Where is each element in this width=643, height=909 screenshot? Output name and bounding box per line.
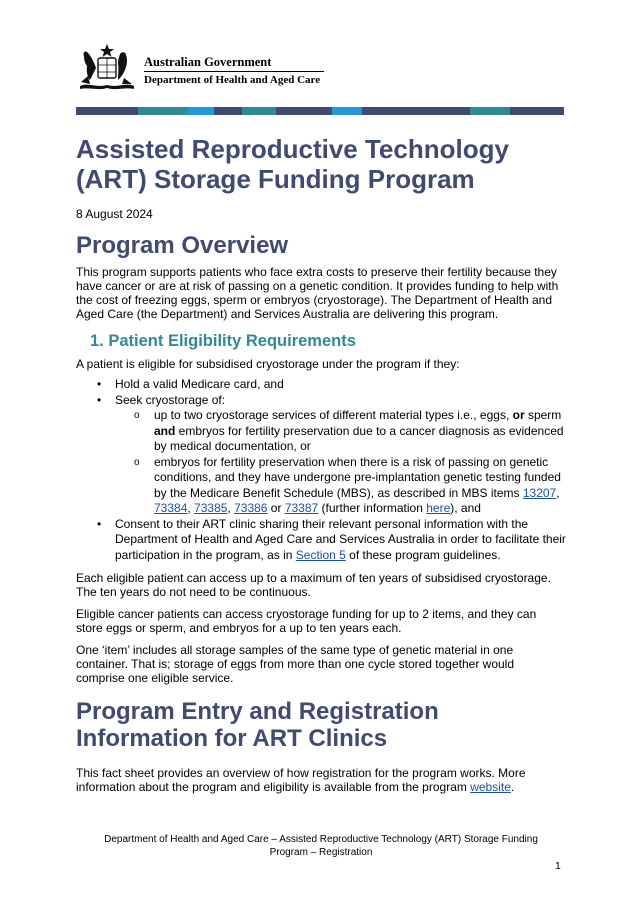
document-title — [76, 134, 566, 194]
overview-paragraph: This program supports patients who face extra costs to preserve their fertility because they have cancer or are at risk of passing on a genetic condition. It provides funding to help with the cost of freezing eggs, sperm or embryos (cryostorage). The Department of Health and Aged Care (the Department) and Services Australia are delivering this program. — [76, 265, 559, 321]
color-stripe-segment — [362, 107, 422, 115]
entry-heading-line-2: Information for ART Clinics — [76, 725, 388, 752]
sub-text-bold-or: or — [512, 408, 525, 422]
color-stripe-segment — [276, 107, 332, 115]
eligibility-list — [76, 377, 566, 563]
bullet-text-consent: Consent to their ART clinic sharing their relevant personal information with the Department of Health and Aged Care and Services Australia in order to facilitate their participation in the program, as in — [115, 516, 566, 562]
footer-line-1: Department of Health and Aged Care – Assisted Reproductive Technology (ART) Storage Funding — [104, 834, 538, 845]
sub-text: embryos for fertility preservation when there is a risk of passing on genetic conditions, and they have undergone pre-implantation genetic testing funded by the Medicare Benefit Schedule (MBS), as described in MBS items — [154, 454, 561, 500]
document-date: 8 August 2024 — [76, 207, 153, 221]
sub-text: (further information — [318, 501, 427, 515]
header-divider — [144, 71, 324, 72]
section-1-heading: 1. Patient Eligibility Requirements — [90, 332, 356, 350]
entry-heading-line-1: Program Entry and Registration — [76, 698, 439, 725]
title-line-2: (ART) Storage Funding Program — [76, 164, 475, 194]
color-stripe-segment — [332, 107, 362, 115]
bullet-text-medicare: Hold a valid Medicare card, and — [115, 377, 284, 391]
color-stripe-segment — [422, 107, 470, 115]
website-link[interactable]: website — [470, 780, 511, 794]
sub-text-bold-and: and — [154, 423, 176, 438]
entry-text-end: . — [510, 780, 515, 794]
entry-paragraph — [76, 766, 566, 794]
mbs-item-73386-link[interactable]: 73386 — [234, 501, 268, 515]
page-footer — [76, 834, 566, 859]
sub-text: ), and — [450, 501, 481, 515]
separator: , — [556, 485, 560, 500]
sub-text: sperm — [524, 408, 562, 422]
footer-line-2: Program – Registration — [269, 846, 373, 858]
here-link[interactable]: here — [426, 501, 451, 515]
list-item — [115, 455, 566, 517]
document-body — [76, 134, 566, 794]
color-stripe-segment — [76, 107, 108, 115]
mbs-item-73387-link[interactable]: 73387 — [284, 501, 319, 515]
color-stripe-segment — [188, 107, 214, 115]
mbs-item-73384-link[interactable]: 73384 — [154, 501, 188, 515]
bullet-text-consent-end: of these program guidelines. — [345, 547, 501, 562]
overview-heading: Program Overview — [76, 232, 289, 259]
list-item — [76, 517, 566, 564]
page-number: 1 — [555, 860, 561, 872]
entry-registration-heading — [76, 698, 566, 752]
color-stripe-segment — [242, 107, 276, 115]
department-name: Department of Health and Aged Care — [144, 74, 321, 86]
ten-years-paragraph: Each eligible patient can access up to a maximum of ten years of subsidised cryostorage. The ten years do not need to be continuous. — [76, 571, 551, 599]
cancer-items-paragraph: Eligible cancer patients can access cryostorage funding for up to 2 items, and they can store eggs or sperm, and embryos for a up to ten years each. — [76, 607, 537, 635]
color-stripe-segment — [108, 107, 138, 115]
list-item — [76, 377, 566, 393]
list-item — [76, 393, 566, 517]
sub-text: up to two cryostorage services of different material types i.e., eggs, — [154, 408, 513, 422]
item-definition-paragraph: One ‘item’ includes all storage samples of the same type of genetic material in one container. That is; storage of eggs from more than one cycle stored together would comprise one eligible service. — [76, 643, 515, 685]
color-stripe-segment — [138, 107, 188, 115]
government-name: Australian Government — [144, 55, 272, 69]
color-stripe-segment — [470, 107, 510, 115]
eligibility-intro: A patient is eligible for subsidised cryostorage under the program if they: — [76, 357, 460, 371]
cryostorage-sublist — [115, 408, 566, 517]
list-item — [115, 408, 566, 455]
entry-text: This fact sheet provides an overview of how registration for the program works. More information about the program and eligibility is available from the program — [76, 766, 526, 794]
government-header — [76, 42, 336, 92]
separator: , — [227, 501, 235, 515]
mbs-item-73385-link[interactable]: 73385 — [194, 501, 228, 515]
title-line-1: Assisted Reproductive Technology — [76, 134, 509, 164]
separator: or — [267, 501, 285, 515]
color-stripe — [76, 107, 564, 115]
color-stripe-segment — [214, 107, 242, 115]
sub-text: embryos for fertility preservation due to a cancer diagnosis as evidenced by medical documentation, or — [154, 423, 564, 453]
section-5-link[interactable]: Section 5 — [295, 547, 346, 562]
bullet-text-cryostorage: Seek cryostorage of: — [115, 392, 226, 407]
mbs-item-13207-link[interactable]: 13207 — [522, 485, 557, 500]
coat-of-arms-icon — [76, 42, 138, 92]
color-stripe-segment — [510, 107, 564, 115]
separator: , — [187, 501, 195, 515]
